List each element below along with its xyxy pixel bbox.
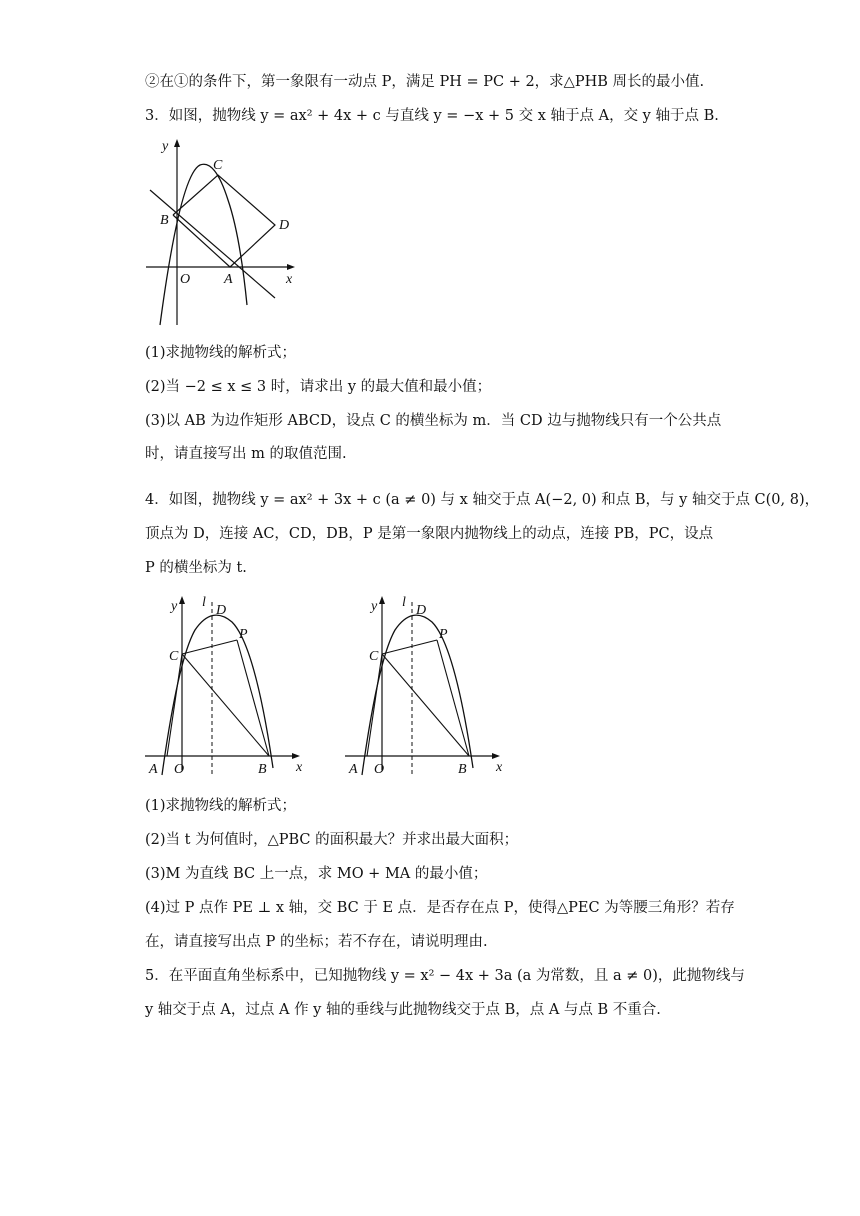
text-line-12: (3)M 为直线 BC 上一点，求 MO + MA 的最小值； [145, 866, 488, 882]
text-line-6: 时，请直接写出 m 的取值范围. [145, 446, 347, 462]
text-line-15: 5．在平面直角坐标系中，已知抛物线 y = x² − 4x + 3a (a 为常数，且 a ≠ 0)，此抛物线与 [145, 968, 745, 984]
fig4r-label-o: O [374, 762, 385, 777]
fig4r-label-l: l [402, 595, 406, 610]
text-line-5: (3)以 AB 为边作矩形 ABCD，设点 C 的横坐标为 m．当 CD 边与抛物线只有一个公共点 [145, 413, 722, 429]
text-line-10: (1)求抛物线的解析式； [145, 798, 297, 814]
fig4l-label-a: A [149, 762, 158, 777]
fig4l-label-d: D [216, 603, 227, 618]
fig4l-label-b: B [258, 762, 267, 777]
fig4r-label-c: C [369, 649, 379, 664]
text-line-11: (2)当 t 为何值时，△PBC 的面积最大？并求出最大面积； [145, 832, 519, 848]
fig3-label-x: x [286, 272, 293, 287]
text-line-3: (1)求抛物线的解析式； [145, 345, 297, 361]
fig4r-label-y: y [371, 599, 378, 614]
fig3-label-b: B [160, 213, 169, 228]
text-line-14: 在，请直接写出点 P 的坐标；若不存在，请说明理由. [145, 934, 488, 950]
text-line-13: (4)过 P 点作 PE ⊥ x 轴，交 BC 于 E 点．是否存在点 P，使得△PEC 为等腰三角形？若存 [145, 900, 735, 916]
fig4l-label-p: P [239, 627, 248, 642]
fig4r-label-b: B [458, 762, 467, 777]
text-line-7: 4．如图，抛物线 y = ax² + 3x + c (a ≠ 0) 与 x 轴交于点 A(−2, 0) 和点 B，与 y 轴交于点 C(0, 8)， [145, 492, 820, 508]
text-line-2: 3．如图，抛物线 y = ax² + 4x + c 与直线 y = −x + 5 交 x 轴于点 A，交 y 轴于点 B. [145, 108, 719, 124]
text-line-8: 顶点为 D，连接 AC，CD，DB，P 是第一象限内抛物线上的动点，连接 PB，PC，设点 [145, 526, 714, 542]
text-line-9: P 的横坐标为 t. [145, 560, 247, 576]
figure-problem-3 [140, 135, 310, 330]
fig3-label-a: A [224, 272, 233, 287]
fig4l-label-x: x [296, 760, 303, 775]
text-line-1: ②在①的条件下，第一象限有一动点 P，满足 PH = PC + 2，求△PHB 周长的最小值. [145, 74, 705, 90]
fig4l-label-c: C [169, 649, 179, 664]
figure-problem-4-right [340, 590, 510, 780]
fig3-label-y: y [162, 139, 169, 154]
fig4r-label-x: x [496, 760, 503, 775]
figure-problem-4-left [140, 590, 310, 780]
fig4l-label-l: l [202, 595, 206, 610]
fig3-label-c: C [213, 158, 223, 173]
fig4r-label-d: D [416, 603, 427, 618]
fig3-label-d: D [279, 218, 290, 233]
text-line-4: (2)当 −2 ≤ x ≤ 3 时，请求出 y 的最大值和最小值； [145, 379, 492, 395]
text-line-16: y 轴交于点 A，过点 A 作 y 轴的垂线与此抛物线交于点 B，点 A 与点 B 不重合. [145, 1002, 661, 1018]
fig4r-label-a: A [349, 762, 358, 777]
fig4r-label-p: P [439, 627, 448, 642]
fig4l-label-y: y [171, 599, 178, 614]
fig4l-label-o: O [174, 762, 185, 777]
fig3-label-o: O [180, 272, 191, 287]
